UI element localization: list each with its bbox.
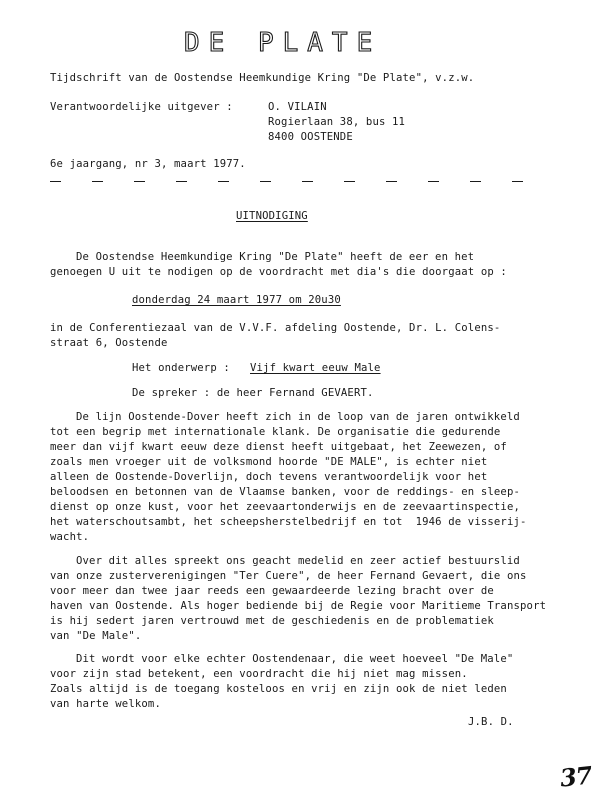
paragraph-line: het waterschoutsambt, het scheepsherstelbedrijf en tot 1946 de visserij- xyxy=(50,516,527,528)
paragraph-line: is hij sedert jaren vertrouwd met de geschiedenis en de problematiek xyxy=(50,615,494,627)
event-date: donderdag 24 maart 1977 om 20u30 xyxy=(132,294,341,306)
paragraph-line: van harte welkom. xyxy=(50,698,161,710)
issue-line: 6e jaargang, nr 3, maart 1977. xyxy=(50,158,246,170)
speaker-line: De spreker : de heer Fernand GEVAERT. xyxy=(132,387,374,399)
paragraph-line: tot een begrip met internationale klank. De organisatie die gedurende xyxy=(50,426,501,438)
paragraph-line: alleen de Oostende-Doverlijn, doch tevens verantwoordelijk voor het xyxy=(50,471,488,483)
signature-initials: J.B. D. xyxy=(468,716,514,728)
paragraph-line: van "De Male". xyxy=(50,630,142,642)
paragraph-line: meer dan vijf kwart eeuw deze dienst heeft uitgebaat, het Zeewezen, of xyxy=(50,441,507,453)
paragraph-line: beloodsen en betonnen van de Vlaamse banken, voor de reddings- en sleep- xyxy=(50,486,521,498)
paragraph-line: wacht. xyxy=(50,531,90,543)
paragraph-line: voor zijn stad betekent, een voordracht die hij niet mag missen. xyxy=(50,668,468,680)
subject-label: Het onderwerp : xyxy=(132,362,230,374)
venue-line-2: straat 6, Oostende xyxy=(50,337,168,349)
subtitle: Tijdschrift van de Oostendse Heemkundige Kring "De Plate", v.z.w. xyxy=(50,72,475,84)
heading-uitnodiging: UITNODIGING xyxy=(236,210,308,222)
handwritten-page-number: 37 xyxy=(558,760,593,793)
publisher-name: O. VILAIN xyxy=(268,101,327,113)
paragraph-line: De lijn Oostende-Dover heeft zich in de loop van de jaren ontwikkeld xyxy=(76,411,520,423)
publisher-street: Rogierlaan 38, bus 11 xyxy=(268,116,406,128)
paragraph-line: Over dit alles spreekt ons geacht medelid en zeer actief bestuurslid xyxy=(76,555,520,567)
paragraph-line: Dit wordt voor elke echter Oostendenaar, die weet hoeveel "De Male" xyxy=(76,653,514,665)
publisher-city: 8400 OOSTENDE xyxy=(268,131,353,143)
paragraph-line: voor meer dan twee jaar reeds een gewaardeerde lezing bracht over de xyxy=(50,585,494,597)
paragraph-line: zoals men vroeger uit de volksmond hoorde "DE MALE", is echter niet xyxy=(50,456,488,468)
paragraph-line: dienst op onze kust, voor het zeevaartonderwijs en de zeevaartinspectie, xyxy=(50,501,521,513)
paragraph-line: haven van Oostende. Als hoger bediende bij de Regie voor Maritieme Transport xyxy=(50,600,547,612)
paragraph-line: Zoals altijd is de toegang kosteloos en vrij en zijn ook de niet leden xyxy=(50,683,507,695)
paragraph-line: van onze zusterverenigingen "Ter Cuere", de heer Fernand Gevaert, die ons xyxy=(50,570,527,582)
publisher-label: Verantwoordelijke uitgever : xyxy=(50,101,233,113)
masthead-title: DE PLATE xyxy=(184,28,382,58)
intro-line-1: De Oostendse Heemkundige Kring "De Plate" heeft de eer en het xyxy=(76,251,475,263)
subject: Vijf kwart eeuw Male xyxy=(250,362,381,374)
venue-line-1: in de Conferentiezaal van de V.V.F. afdeling Oostende, Dr. L. Colens- xyxy=(50,322,501,334)
intro-line-2: genoegen U uit te nodigen op de voordracht met dia's die doorgaat op : xyxy=(50,266,507,278)
